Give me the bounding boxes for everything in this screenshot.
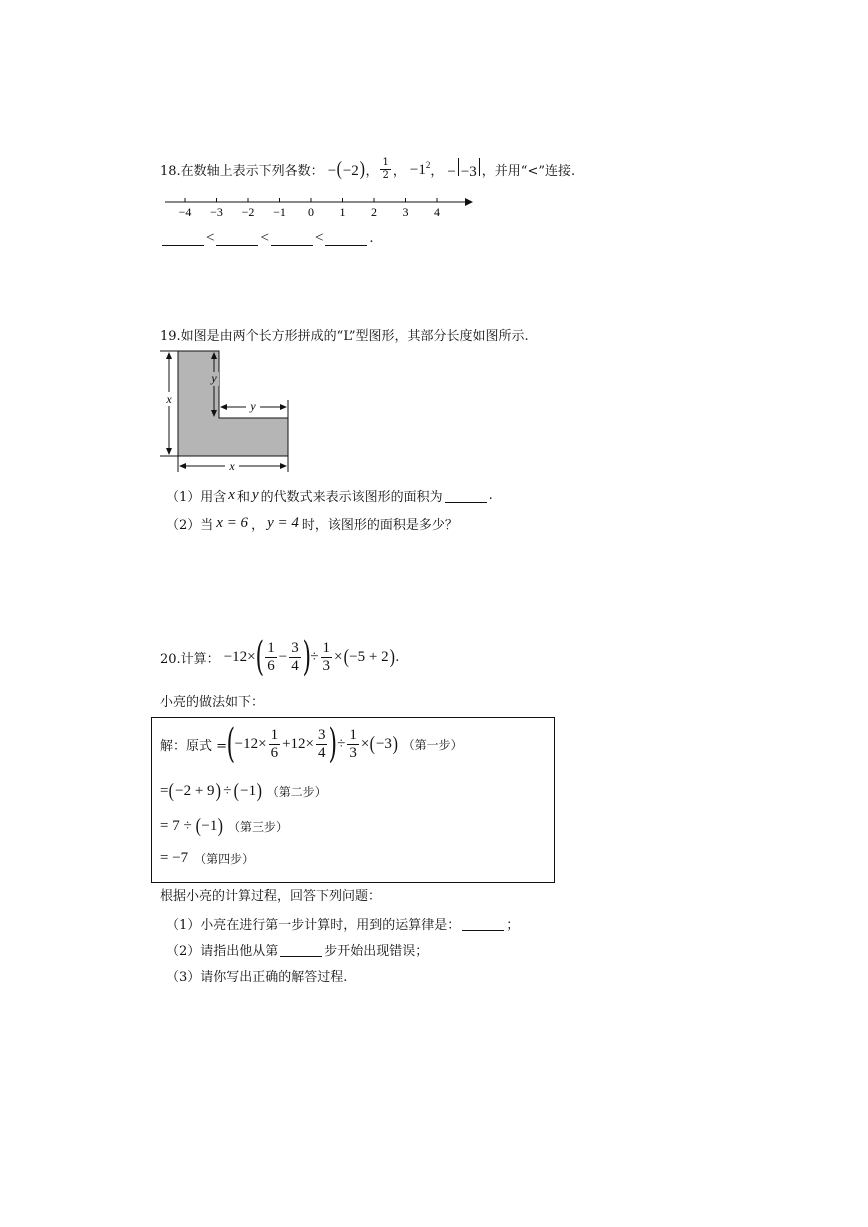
q20-frac-2-den: 4 xyxy=(291,657,299,674)
q18-num2-denominator: 2 xyxy=(382,170,389,181)
q18-blank-4[interactable] xyxy=(325,231,367,246)
q18-comma-1: ， xyxy=(365,164,379,179)
fig-label-x-left: x xyxy=(166,392,172,406)
fig-label-y-horizontal: y xyxy=(250,399,256,413)
q20-after-text: 根据小亮的计算过程，回答下列问题： xyxy=(160,889,382,904)
q18-stem-line xyxy=(160,158,575,181)
q18-stem: 18.在数轴上表示下列各数： xyxy=(160,164,324,179)
q20-stem: 20.计算： xyxy=(160,651,220,667)
q20-sol-l1-frac-1 xyxy=(269,728,281,761)
q20-part1-end: ； xyxy=(506,918,520,933)
q20-part3-text: （3）请你写出正确的解答过程. xyxy=(166,970,348,985)
q18-lt-2: < xyxy=(260,230,269,246)
q18-num3-base: −1 xyxy=(409,162,426,178)
q18-lt-3: < xyxy=(314,230,324,246)
q20-sol-l4-step: （第四步） xyxy=(194,852,255,866)
q20-part2-blank[interactable] xyxy=(280,942,322,957)
q19-part1-x: x xyxy=(228,487,235,503)
q20-sol-l2-a: = xyxy=(160,782,169,799)
q20-sol-l1-a: −12× xyxy=(234,735,267,752)
q20-part2-prefix: （2）请指出他从第 xyxy=(166,944,279,959)
q20-end: . xyxy=(395,649,400,665)
axis-tick-label: 2 xyxy=(371,205,377,219)
axis-tick-label: 0 xyxy=(308,205,314,219)
q18-num1-neg: − xyxy=(327,163,337,179)
q20-sol-l1-e: −3 xyxy=(375,735,392,752)
q20-intro-text: 小亮的做法如下： xyxy=(160,695,265,710)
q20-sol-l1-frac-2-num: 3 xyxy=(317,726,326,743)
q20-frac-1-den: 6 xyxy=(267,657,275,674)
axis-tick-label: −3 xyxy=(210,205,223,219)
q18-num3-exponent: 2 xyxy=(425,160,431,170)
q20-frac-3-den: 3 xyxy=(322,657,331,674)
q18-blank-2[interactable] xyxy=(216,231,258,246)
q18-num1: −(−2) xyxy=(327,158,365,180)
q20-intro xyxy=(160,691,264,710)
q20-sol-l4-a: = −7 xyxy=(160,850,189,866)
q20-minus: − xyxy=(278,648,288,665)
q19-part1-and: 和 xyxy=(236,490,250,505)
q18-num4-inner: −3 xyxy=(460,164,477,180)
q20-sol-l1-paren-open: ( xyxy=(226,721,236,767)
q20-sol-l1-frac-1-num: 1 xyxy=(270,726,279,743)
q20-sol-l1-step: （第一步） xyxy=(402,737,463,752)
q20-sol-l2-b: −2 + 9 xyxy=(175,782,215,799)
q20-paren-open: ( xyxy=(255,634,264,680)
q20-part2-suffix: 步开始出现错误； xyxy=(324,944,429,959)
q18-num2-fraction xyxy=(380,158,390,181)
q18-tail: ，并用“<”连接. xyxy=(481,164,576,179)
q19-stem-line xyxy=(160,325,529,344)
q20-sol-line-4 xyxy=(160,850,254,867)
q19-stem: 19.如图是由两个长方形拼成的“L”型图形，其部分长度如图所示. xyxy=(160,329,529,344)
q18-num1-inner: −2 xyxy=(342,163,359,179)
q18-lt-1: < xyxy=(206,230,215,246)
q19-part1-suffix: 的代数式来表示该图形的面积为 xyxy=(260,490,443,505)
q18-num2-numerator: 1 xyxy=(382,157,389,168)
q19-part2-cond-x: x = 6 xyxy=(216,515,249,531)
q18-blank-1[interactable] xyxy=(162,231,204,246)
l-shape xyxy=(178,351,288,456)
q18-comma-2: ， xyxy=(392,164,406,179)
q20-sol-l3-b: −1 xyxy=(201,817,218,834)
q19-part1-blank[interactable] xyxy=(445,488,487,503)
q19-part2-sep: ， xyxy=(251,518,265,533)
q20-sol-l3-step: （第三步） xyxy=(228,819,289,834)
q20-sol-l1-prefix: 解：原式 = xyxy=(160,738,228,754)
q20-sol-l1-frac-3-num: 1 xyxy=(349,726,357,743)
q19-part2 xyxy=(166,514,458,533)
q20-part1-blank[interactable] xyxy=(462,916,504,931)
q19-part2-prefix: （2）当 xyxy=(166,518,214,533)
q18-blank-3[interactable] xyxy=(271,231,313,246)
q20-sol-l1-d: × xyxy=(360,735,370,752)
q18-answer-line xyxy=(160,230,374,247)
q18-number-line xyxy=(160,192,480,222)
axis-tick-label: 4 xyxy=(434,205,440,219)
q20-expr-a: −12× xyxy=(223,648,256,665)
q20-part1-text: （1）小亮在进行第一步计算时，用到的运算律是： xyxy=(166,918,461,933)
q20-stem-line: 20.计算： −12× ( $\frac{1}{6}$ − $\frac{3}{4}$ ) ÷ $\frac{1}{3}$ × ( −5 + 2 ) . xyxy=(160,634,400,680)
q20-sol-l1-frac-3-den: 3 xyxy=(349,744,357,761)
q20-sol-l1-b: +12× xyxy=(282,735,314,752)
q20-part2 xyxy=(166,940,428,959)
q20-expr-c: −5 + 2 xyxy=(349,648,389,665)
fig-label-y-vertical: y xyxy=(211,371,217,385)
axis-tick-label: 3 xyxy=(402,205,409,219)
q20-sol-l1-frac-2 xyxy=(316,728,328,761)
q20-frac-1-num: 1 xyxy=(267,639,275,656)
q20-paren-close: ) xyxy=(302,634,311,680)
q20-sol-l3-a: = 7 ÷ xyxy=(160,817,192,834)
fig-label-x-bottom: x xyxy=(229,459,235,473)
q20-sol-l1-paren-close: ) xyxy=(328,721,338,767)
q20-sol-l1-frac-1-den: 6 xyxy=(270,744,279,761)
q20-sol-l1-c: ÷ xyxy=(337,735,346,752)
q20-frac-3-num: 1 xyxy=(322,639,331,656)
q20-sol-l1-frac-3 xyxy=(347,728,359,761)
q20-div: ÷ xyxy=(310,648,319,665)
q20-sol-line-1: 解：原式 = ( −12× $\frac{1}{6}$ +12× $\frac{3}{4}$ ) ÷ $\frac{1}{3}$ × ( −3 ) （第一步） xyxy=(160,721,463,767)
axis-tick-label: −1 xyxy=(273,205,286,219)
q20-sol-l2-step: （第二步） xyxy=(266,784,327,799)
q18-comma-3: ， xyxy=(430,164,444,179)
q20-part1 xyxy=(166,914,519,933)
q20-frac-1 xyxy=(265,641,277,674)
q19-part1-prefix: （1）用含 xyxy=(166,490,227,505)
q20-sol-line-2: = ( −2 + 9 ) ÷ ( −1 ) （第二步） xyxy=(160,780,327,802)
q19-part1 xyxy=(166,486,493,505)
q19-part1-end: . xyxy=(488,488,493,503)
q20-sol-l2-c: ÷ xyxy=(223,782,232,799)
q18-num3 xyxy=(410,160,430,179)
q19-part2-cond-y: y = 4 xyxy=(267,515,299,531)
q19-l-shape-figure xyxy=(158,348,298,478)
q20-frac-2-num: 3 xyxy=(291,639,299,656)
q19-part2-suffix: 时，该图形的面积是多少？ xyxy=(301,518,458,533)
q20-after xyxy=(160,885,381,904)
q20-part3 xyxy=(166,966,347,985)
axis-tick-label: −2 xyxy=(241,205,255,219)
q20-times: × xyxy=(334,648,343,665)
q20-frac-2 xyxy=(289,641,301,674)
q20-sol-line-3: = 7 ÷ ( −1 ) （第三步） xyxy=(160,815,289,837)
q18-end: . xyxy=(369,231,374,246)
q18-num4-neg: − xyxy=(447,164,456,180)
q20-frac-3 xyxy=(321,641,333,674)
q20-sol-l2-d: −1 xyxy=(240,782,257,799)
axis-tick-label: 1 xyxy=(339,205,346,219)
q20-sol-l1-frac-2-den: 4 xyxy=(317,744,326,761)
q18-num4 xyxy=(447,158,481,181)
q19-part1-y: y xyxy=(251,487,259,503)
axis-tick-label: −4 xyxy=(178,205,192,219)
